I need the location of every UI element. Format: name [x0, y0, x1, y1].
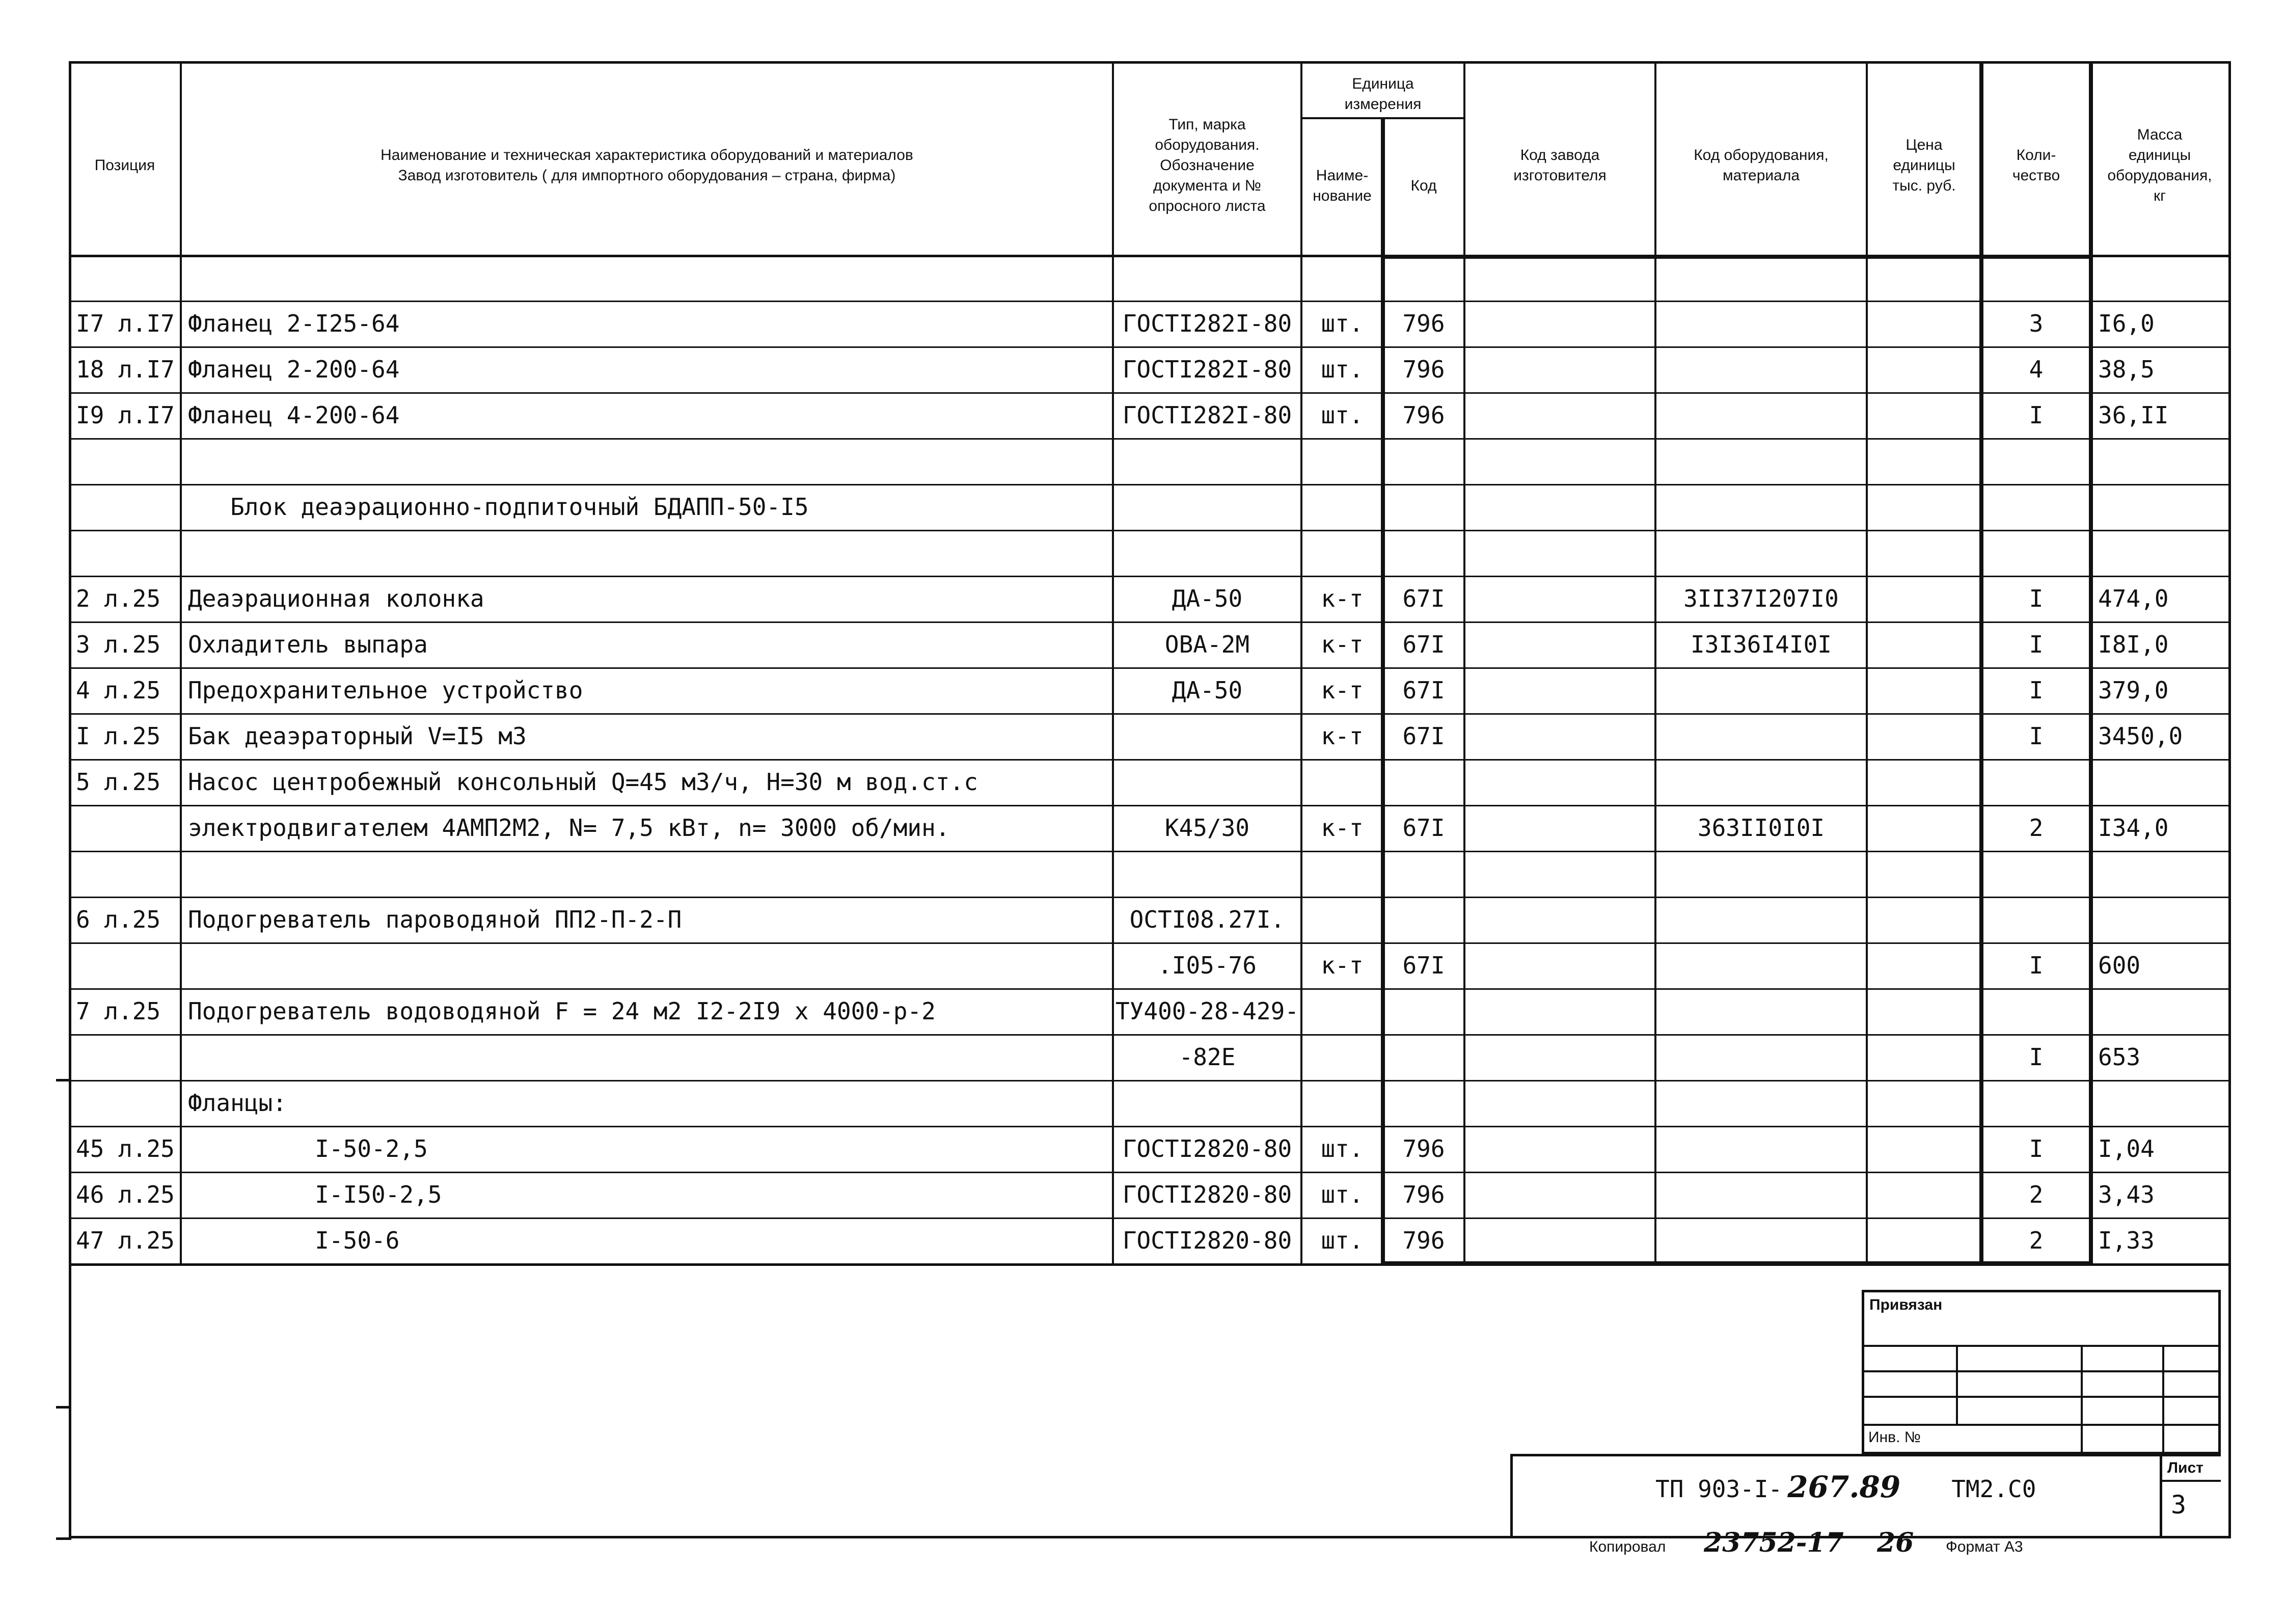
cell-type: ГОСТI2820-80 [1122, 1181, 1292, 1208]
cell-code [1383, 759, 1464, 805]
cell-qty: 2 [2029, 814, 2044, 842]
cell-code: 796 [1402, 1181, 1445, 1208]
cell-code [1383, 530, 1464, 576]
unit-name-header: Наиме- нование [1313, 167, 1372, 204]
cell-equip [1655, 1080, 1867, 1126]
cell-mass: 36,II [2098, 401, 2169, 429]
cell-type: ГОСТI282I-80 [1122, 356, 1292, 383]
cell-type: .I05-76 [1158, 952, 1257, 979]
cell-code: 796 [1402, 310, 1445, 337]
cell-name: Подогреватель водоводяной F = 24 м2 I2-2I9 x 4000-р-2 [188, 997, 936, 1025]
cell-code: 67I [1402, 814, 1445, 842]
cell-type: ГОСТI2820-80 [1122, 1135, 1292, 1162]
cell-name: Деаэрационная колонка [188, 585, 484, 612]
cell-qty [1981, 1080, 2091, 1126]
cell-code [1383, 988, 1464, 1034]
cell-pos [69, 942, 181, 988]
cell-unit: к-т [1321, 814, 1364, 842]
cell-name: I-50-6 [188, 1227, 400, 1254]
cell-equip [1655, 713, 1867, 759]
cell-mass: I8I,0 [2098, 631, 2169, 658]
cell-code: 67I [1402, 631, 1445, 658]
cell-type [1113, 484, 1301, 530]
cell-type: ГОСТI282I-80 [1122, 401, 1292, 429]
equip-code-header: Код оборудования, материала [1694, 147, 1829, 184]
cell-type [1113, 438, 1301, 484]
cell-mass: 379,0 [2098, 676, 2169, 704]
position: Позиция [94, 157, 155, 174]
cell-name [181, 530, 1113, 576]
cell-code [1383, 851, 1464, 897]
cell-type [1113, 255, 1301, 301]
cell-mass: I,33 [2098, 1227, 2155, 1254]
cell-unit: шт. [1321, 1227, 1364, 1254]
qty-header: Коли- чество [2012, 147, 2060, 184]
grid-line [69, 1263, 2231, 1266]
cell-code: 796 [1402, 401, 1445, 429]
cell-pos: 5 л.25 [76, 768, 161, 796]
price-header: Цена единицы тыс. руб. [1892, 137, 1956, 194]
cell-type [1113, 851, 1301, 897]
cell-pos [69, 851, 181, 897]
cell-mass: 474,0 [2098, 585, 2169, 612]
cell-qty: I [2029, 676, 2044, 704]
cell-mass [2091, 988, 2228, 1034]
cell-qty [1981, 897, 2091, 942]
cell-qty [1981, 851, 2091, 897]
cell-equip [1655, 1172, 1867, 1217]
cell-name [181, 851, 1113, 897]
cell-type [1113, 530, 1301, 576]
cell-equip [1655, 255, 1867, 301]
cell-qty: I [2029, 1135, 2044, 1162]
cell-equip [1655, 438, 1867, 484]
cell-name: I-I50-2,5 [188, 1181, 442, 1208]
cell-equip [1655, 1126, 1867, 1172]
cell-pos: 7 л.25 [76, 997, 161, 1025]
cell-mass: I,04 [2098, 1135, 2155, 1162]
cell-unit [1301, 988, 1383, 1034]
cell-code: 67I [1402, 585, 1445, 612]
cell-name: Фланец 4-200-64 [188, 401, 400, 429]
cell-mass [2091, 759, 2228, 805]
cell-unit: шт. [1321, 1135, 1364, 1162]
cell-equip [1655, 484, 1867, 530]
copied-label: Копировал [1589, 1538, 1666, 1555]
cell-unit [1301, 1080, 1383, 1126]
cell-equip [1655, 392, 1867, 438]
cell-qty: I [2029, 722, 2044, 750]
cell-type [1113, 759, 1301, 805]
cell-unit [1301, 255, 1383, 301]
cell-code [1383, 438, 1464, 484]
cell-mass: 3,43 [2098, 1181, 2155, 1208]
cell-pos [69, 484, 181, 530]
cell-qty [1981, 438, 2091, 484]
cell-pos [69, 805, 181, 851]
cell-qty [1981, 484, 2091, 530]
cell-qty: 2 [2029, 1181, 2044, 1208]
cell-mass: 653 [2098, 1043, 2141, 1071]
cell-unit [1301, 851, 1383, 897]
cell-name: электродвигателем 4АМП2М2, N= 7,5 кВт, n= 3000 об/мин. [188, 814, 950, 842]
cell-type: ДА-50 [1172, 585, 1243, 612]
cell-equip [1655, 942, 1867, 988]
cell-mass: 38,5 [2098, 356, 2155, 383]
cell-type: К45/30 [1164, 814, 1250, 842]
cell-mass [2091, 255, 2228, 301]
cell-qty: I [2029, 631, 2044, 658]
cell-pos: 46 л.25 [76, 1181, 175, 1208]
cell-qty: 2 [2029, 1227, 2044, 1254]
cell-pos: I9 л.I7 [76, 401, 175, 429]
doc-prefix: ТП 903-I- [1655, 1475, 1783, 1503]
cell-pos: 4 л.25 [76, 676, 161, 704]
cell-pos: 18 л.I7 [76, 356, 175, 383]
privyazan-label: Привязан [1869, 1296, 1943, 1313]
sheet-label: Лист [2167, 1459, 2203, 1476]
cell-unit: шт. [1321, 1181, 1364, 1208]
cell-equip [1655, 1034, 1867, 1080]
cell-pos: 47 л.25 [76, 1227, 175, 1254]
cell-equip [1655, 301, 1867, 346]
cell-qty [1981, 255, 2091, 301]
cell-name: I-50-2,5 [188, 1135, 428, 1162]
sheet-number: 3 [2171, 1490, 2187, 1520]
margin-tick [56, 1537, 71, 1540]
cell-code [1383, 255, 1464, 301]
cell-code: 796 [1402, 1227, 1445, 1254]
cell-unit [1301, 897, 1383, 942]
cell-unit [1301, 759, 1383, 805]
cell-equip: 363II0I0I [1697, 814, 1825, 842]
cell-unit: к-т [1321, 676, 1364, 704]
cell-type [1113, 713, 1301, 759]
cell-unit [1301, 530, 1383, 576]
cell-name: Подогреватель пароводяной ПП2-П-2-П [188, 906, 682, 933]
cell-pos [69, 1034, 181, 1080]
cell-unit: к-т [1321, 952, 1364, 979]
mass-header: Масса единицы оборудования, кг [2107, 126, 2212, 204]
margin-tick [56, 1406, 71, 1409]
cell-qty: 3 [2029, 310, 2044, 337]
cell-equip: 3II37I207I0 [1683, 585, 1839, 612]
cell-pos: I л.25 [76, 722, 161, 750]
plant-code-header: Код завода изготовителя [1513, 147, 1607, 184]
cell-qty: I [2029, 585, 2044, 612]
cell-mass: 600 [2098, 952, 2141, 979]
cell-name: Фланец 2-200-64 [188, 356, 400, 383]
cell-unit [1301, 1034, 1383, 1080]
cell-code: 796 [1402, 1135, 1445, 1162]
cell-type: -82Е [1179, 1043, 1236, 1071]
cell-pos: 3 л.25 [76, 631, 161, 658]
cell-name: Бак деаэраторный V=I5 м3 [188, 722, 527, 750]
cell-code: 67I [1402, 952, 1445, 979]
cell-mass [2091, 897, 2228, 942]
cell-pos: 6 л.25 [76, 906, 161, 933]
type-header: Тип, марка оборудования. Обозначение документа и № опросного листа [1149, 116, 1266, 214]
cell-name [181, 255, 1113, 301]
cell-name: Охладитель выпара [188, 631, 428, 658]
copied-number-handwritten: 23752-17 [1704, 1527, 1844, 1558]
cell-type: ТУ400-28-429- [1115, 997, 1299, 1025]
cell-unit: к-т [1321, 631, 1364, 658]
document-code [1655, 1470, 2036, 1504]
cell-equip: I3I36I4I0I [1691, 631, 1832, 658]
cell-equip [1655, 1217, 1867, 1263]
cell-name: Фланцы: [188, 1089, 287, 1117]
cell-qty [1981, 530, 2091, 576]
cell-type: ГОСТI282I-80 [1122, 310, 1292, 337]
margin-tick [56, 1079, 71, 1081]
cell-mass: I34,0 [2098, 814, 2169, 842]
cell-equip [1655, 897, 1867, 942]
cell-pos [69, 255, 181, 301]
cell-name [181, 1034, 1113, 1080]
cell-unit: к-т [1321, 585, 1364, 612]
cell-qty [1981, 759, 2091, 805]
cell-mass [2091, 530, 2228, 576]
cell-pos: I7 л.I7 [76, 310, 175, 337]
cell-pos [69, 438, 181, 484]
cell-unit: к-т [1321, 722, 1364, 750]
cell-equip [1655, 988, 1867, 1034]
cell-unit: шт. [1321, 401, 1364, 429]
cell-type: ГОСТI2820-80 [1122, 1227, 1292, 1254]
unit-group-header: Единица измерения [1344, 75, 1422, 113]
cell-mass [2091, 484, 2228, 530]
cell-name [181, 438, 1113, 484]
cell-mass [2091, 851, 2228, 897]
cell-unit: шт. [1321, 310, 1364, 337]
name-header: Наименование и техническая характеристика оборудований и материалов Завод изготовитель ( для импортного оборудования – страна, фирма) [380, 147, 913, 184]
cell-name [181, 942, 1113, 988]
cell-equip [1655, 667, 1867, 713]
cell-qty [1981, 988, 2091, 1034]
page-number-handwritten: 26 [1877, 1527, 1914, 1558]
cell-name: Фланец 2-I25-64 [188, 310, 400, 337]
cell-pos: 2 л.25 [76, 585, 161, 612]
cell-mass [2091, 1080, 2228, 1126]
doc-suffix: ТМ2.С0 [1951, 1475, 2036, 1503]
cell-code [1383, 897, 1464, 942]
cell-qty: 4 [2029, 356, 2044, 383]
cell-type: ОСТI08.27I. [1129, 906, 1285, 933]
cell-equip [1655, 346, 1867, 392]
cell-equip [1655, 851, 1867, 897]
cell-code: 67I [1402, 722, 1445, 750]
cell-qty: I [2029, 1043, 2044, 1071]
cell-type [1113, 1080, 1301, 1126]
cell-name: Насос центробежный консольный Q=45 м3/ч, H=30 м вод.ст.с [188, 768, 978, 796]
cell-name: Блок деаэрационно-подпиточный БДАПП-50-I5 [188, 493, 809, 521]
cell-qty: I [2029, 401, 2044, 429]
cell-code [1383, 1080, 1464, 1126]
cell-mass [2091, 438, 2228, 484]
inv-label: Инв. № [1868, 1429, 1921, 1446]
cell-pos [69, 530, 181, 576]
cell-unit [1301, 484, 1383, 530]
cell-equip [1655, 530, 1867, 576]
cell-unit [1301, 438, 1383, 484]
cell-pos: 45 л.25 [76, 1135, 175, 1162]
unit-code-header: Код [1410, 177, 1437, 194]
cell-type: ОВА-2М [1164, 631, 1250, 658]
cell-equip [1655, 759, 1867, 805]
cell-qty: I [2029, 952, 2044, 979]
format-label: Формат А3 [1946, 1538, 2023, 1555]
cell-type: ДА-50 [1172, 676, 1243, 704]
cell-code [1383, 1034, 1464, 1080]
doc-number-handwritten: 267.89 [1787, 1470, 1901, 1504]
cell-code: 796 [1402, 356, 1445, 383]
cell-code: 67I [1402, 676, 1445, 704]
cell-unit: шт. [1321, 356, 1364, 383]
cell-mass: I6,0 [2098, 310, 2155, 337]
cell-code [1383, 484, 1464, 530]
cell-mass: 3450,0 [2098, 722, 2183, 750]
cell-name: Предохранительное устройство [188, 676, 583, 704]
cell-pos [69, 1080, 181, 1126]
